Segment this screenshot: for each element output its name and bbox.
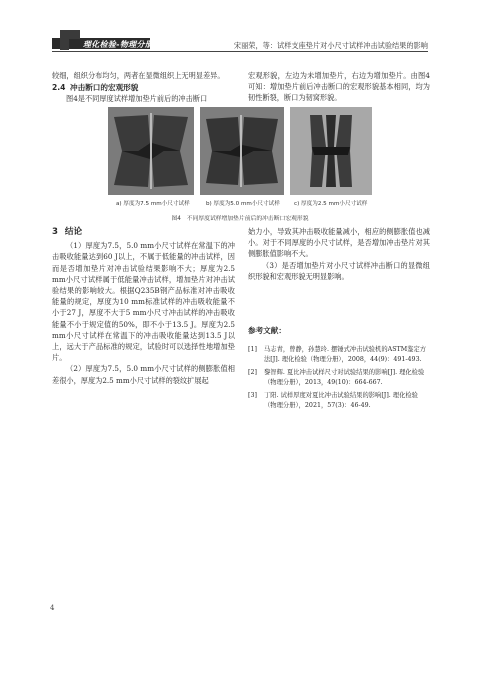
conclusion-section xyxy=(52,226,235,386)
references-list xyxy=(248,345,428,414)
figure-4b-caption: b) 厚度为5.0 mm小尺寸试样 xyxy=(206,201,280,207)
conclusion-paragraph-2-cont: 始力小，导致其冲击吸收能量减小，相应的侧膨胀值也减小。对于不同厚度的小尺寸试样，是否增加冲击垫片对其侧膨胀值影响不大。 xyxy=(248,227,430,259)
paragraph: 宏观形貌，左边为未增加垫片，右边为增加垫片。由图4可知：增加垫片前后冲击断口的宏观形貌基本相同，均为韧性断裂，断口为韧窝形貌。 xyxy=(248,71,430,103)
figure-4 xyxy=(108,107,372,207)
fracture-photo-b xyxy=(200,107,284,195)
figure-4-caption: 图4 不同厚度试样增加垫片前后的冲击断口宏观形貌 xyxy=(171,216,309,222)
reference-item: [1] 马志青，曾静，孙慧玲. 摆锤式冲击试验机的ASTM鉴定方法[J]. 理化检验（物理分册），2008，44(9)：491-493. xyxy=(248,346,427,363)
section-3-heading: 3 结论 xyxy=(52,227,83,237)
conclusion-paragraph-3: （3）是否增加垫片对小尺寸试样冲击断口的显微组织形貌和宏观形貌无明显影响。 xyxy=(248,260,430,281)
reference-item: [3] 丁阳. 试样厚度对夏比冲击试验结果的影响[J]. 理化检验（物理分册），2021，57(3)：46-49. xyxy=(248,392,418,409)
conclusion-paragraph-2: （2）厚度为7.5，5.0 mm小尺寸试样的侧膨胀值相差很小，厚度为2.5 mm小尺寸试样的裂纹扩展起 xyxy=(52,364,235,385)
conclusion-continued xyxy=(248,226,430,282)
section-2-4-heading: 2.4 冲击断口的宏观形貌 xyxy=(52,83,139,93)
paragraph: 图4是不同厚度试样增加垫片前后的冲击断口 xyxy=(66,94,208,104)
fracture-photo-a xyxy=(108,107,194,195)
journal-logo-text: 理化检验-物理分册 xyxy=(83,40,154,49)
figure-4a-caption: a) 厚度为7.5 mm小尺寸试样 xyxy=(116,201,190,207)
header-rule xyxy=(52,51,428,52)
left-column-top xyxy=(52,70,235,105)
paragraph: 较细，组织分布均匀，两者在显微组织上无明显差异。 xyxy=(52,71,225,80)
page-header xyxy=(0,28,480,58)
running-title: 宋丽荣，等：试样支座垫片对小尺寸试样冲击试验结果的影响 xyxy=(233,41,428,50)
right-column-top xyxy=(248,70,430,104)
fracture-photo-c xyxy=(290,107,372,195)
references-heading: 参考文献： xyxy=(248,326,286,335)
conclusion-paragraph-1: （1）厚度为7.5，5.0 mm小尺寸试样在常温下的冲击吸收能量达到60 J以上，不属于低能量的冲击试样，因而是否增加垫片对冲击试验结果影响不大；厚度为2.5 mm小尺寸试样属于低能量冲击试样，增加垫片对冲击试验结果的影响较大。根据Q235B钢产品标准对冲击吸收能量的规定，厚度为10 mm标准试样的冲击吸收能量不小于27 J，厚度不大于5 mm小尺寸冲击试样的冲击吸收能量不小于规定值的50%，即不小于13.5 J。厚度为2.5 mm小尺寸试样在常温下的冲击吸收能量达到13.5 J以上，远大于产品标准的规定，试验时可以选择性地增加垫片。 xyxy=(52,241,235,363)
figure-4c-caption: c) 厚度为2.5 mm小尺寸试样 xyxy=(294,201,368,207)
reference-item: [2] 黎智辉. 夏比冲击试样尺寸对试验结果的影响[J]. 理化检验（物理分册），2013，49(10)：664-667. xyxy=(248,369,425,386)
page-number: 4 xyxy=(50,604,55,612)
